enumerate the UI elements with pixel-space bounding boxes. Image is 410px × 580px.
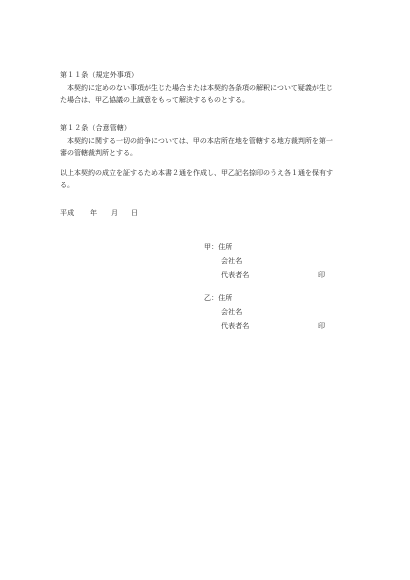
party-a-seal: 印 [318,271,326,279]
party-a-representative: 代表者名 [221,271,250,279]
party-b-company: 会社名 [221,308,243,316]
party-b-representative: 代表者名 [221,322,250,330]
article-11-body [60,82,360,106]
article-12-body [60,135,360,159]
party-a-company: 会社名 [221,257,243,265]
date-month: 月 [111,209,119,217]
article-12-heading: 第１２条（合意管轄） [60,124,131,132]
article-11-line-2: た場合は、甲乙協議の上誠意をもって解決するものとする。 [60,96,249,104]
date-year: 年 [90,209,98,217]
party-b-seal: 印 [318,322,326,330]
closing-line-2: る。 [60,181,74,189]
article-11-heading: 第１１条（規定外事項） [60,71,139,79]
date-day: 日 [131,209,139,217]
article-11-line-1: 本契約に定めのない事項が生じた場合または本契約各条項の解釈について疑義が生じ [67,84,333,92]
party-a-address: 甲：住所 [204,243,233,251]
closing-line-1: 以上本契約の成立を証するため本書２通を作成し、甲乙記名捺印のうえ各１通を保有す [60,169,333,177]
article-12-line-2: 審の管轄裁判所とする。 [60,149,137,157]
party-b-address: 乙：住所 [204,294,233,302]
article-12-line-1: 本契約に関する一切の紛争については、甲の本店所在地を管轄する地方裁判所を第一 [67,137,333,145]
closing-statement [60,167,360,191]
date-era: 平成 [60,209,75,217]
